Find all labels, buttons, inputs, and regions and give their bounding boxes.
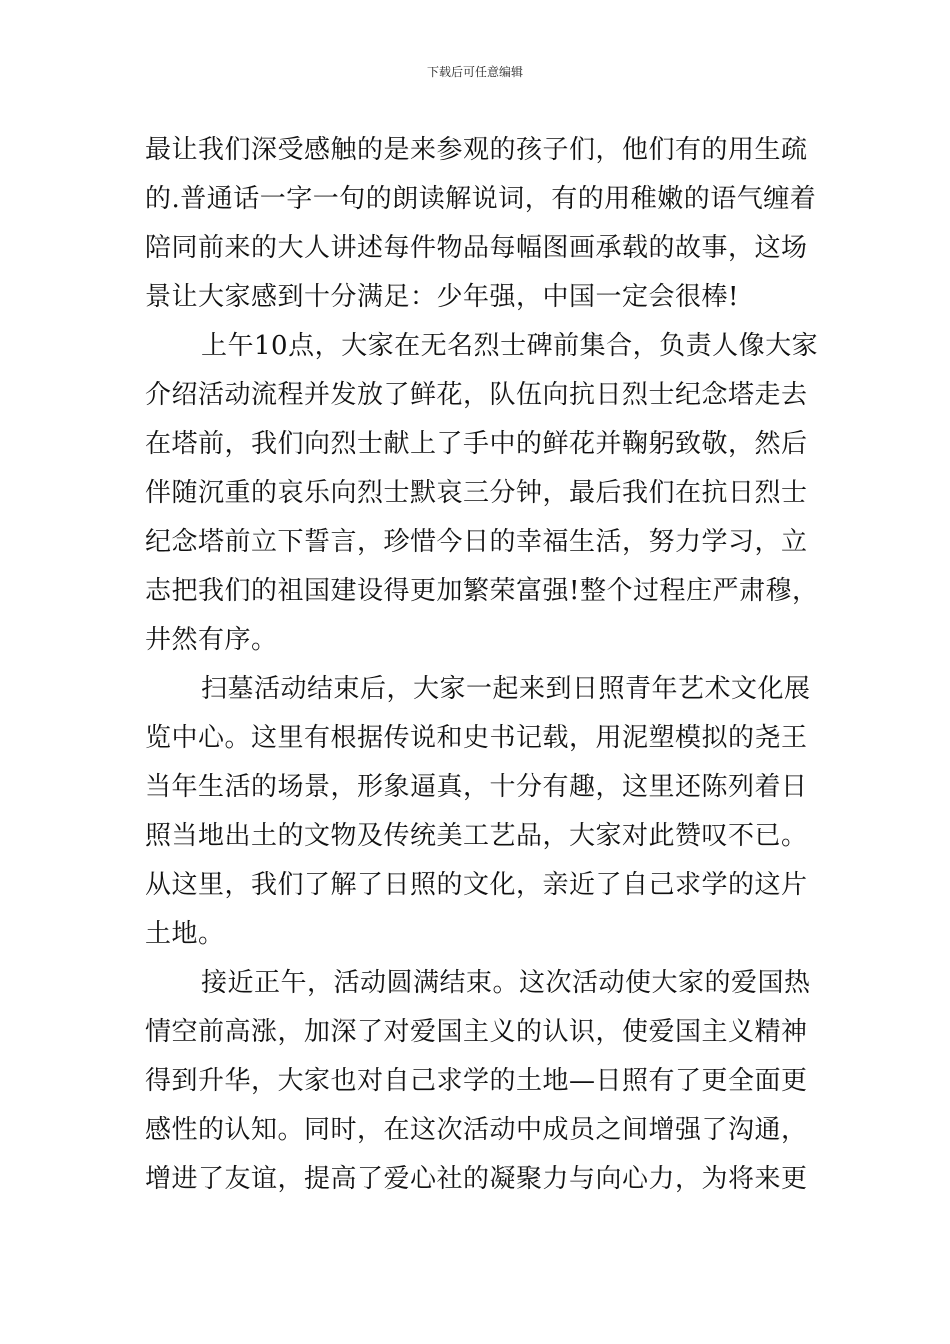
- paragraph-start-line: 扫墓活动结束后，大家一起来到日照青年艺术文化展: [201, 674, 811, 704]
- text-line: 井然有序。: [145, 625, 278, 655]
- text-line: 览中心。这里有根据传说和史书记载，用泥塑模拟的尧王: [145, 723, 808, 753]
- body-text: [145, 126, 819, 1204]
- text-line: 土地。: [145, 919, 225, 949]
- text-line: 的.普通话一字一句的朗读解说词，有的用稚嫩的语气缠着: [145, 184, 817, 214]
- text-line: 陪同前来的大人讲述每件物品每幅图画承载的故事，这场: [145, 233, 808, 263]
- text-line: 感性的认知。同时，在这次活动中成员之间增强了沟通，: [145, 1115, 808, 1145]
- paragraph-start-line: 上午10点，大家在无名烈士碑前集合，负责人像大家: [201, 331, 819, 361]
- text-line: 纪念塔前立下誓言，珍惜今日的幸福生活，努力学习，立: [145, 527, 808, 557]
- text-line: 景让大家感到十分满足：少年强，中国一定会很棒!: [145, 282, 739, 312]
- text-line: 志把我们的祖国建设得更加繁荣富强!整个过程庄严肃穆，: [145, 576, 819, 606]
- text-line: 在塔前，我们向烈士献上了手中的鲜花并鞠躬致敬，然后: [145, 429, 808, 459]
- text-line: 当年生活的场景，形象逼真，十分有趣，这里还陈列着日: [145, 772, 808, 802]
- text-line: 得到升华，大家也对自己求学的土地—日照有了更全面更: [145, 1066, 808, 1096]
- text-line: 介绍活动流程并发放了鲜花，队伍向抗日烈士纪念塔走去: [145, 380, 808, 410]
- text-line: 情空前高涨，加深了对爱国主义的认识，使爱国主义精神: [145, 1017, 808, 1047]
- page-header-note: 下载后可任意编辑: [426, 65, 523, 79]
- text-line: 照当地出土的文物及传统美工艺品，大家对此赞叹不已。: [145, 821, 808, 851]
- text-line: 从这里，我们了解了日照的文化，亲近了自己求学的这片: [145, 870, 808, 900]
- text-line: 最让我们深受感触的是来参观的孩子们，他们有的用生疏: [145, 135, 808, 165]
- paragraph-start-line: 接近正午，活动圆满结束。这次活动使大家的爱国热: [201, 968, 811, 998]
- text-line: 增进了友谊，提高了爱心社的凝聚力与向心力，为将来更: [145, 1164, 808, 1194]
- text-line: 伴随沉重的哀乐向烈士默哀三分钟，最后我们在抗日烈士: [145, 478, 808, 508]
